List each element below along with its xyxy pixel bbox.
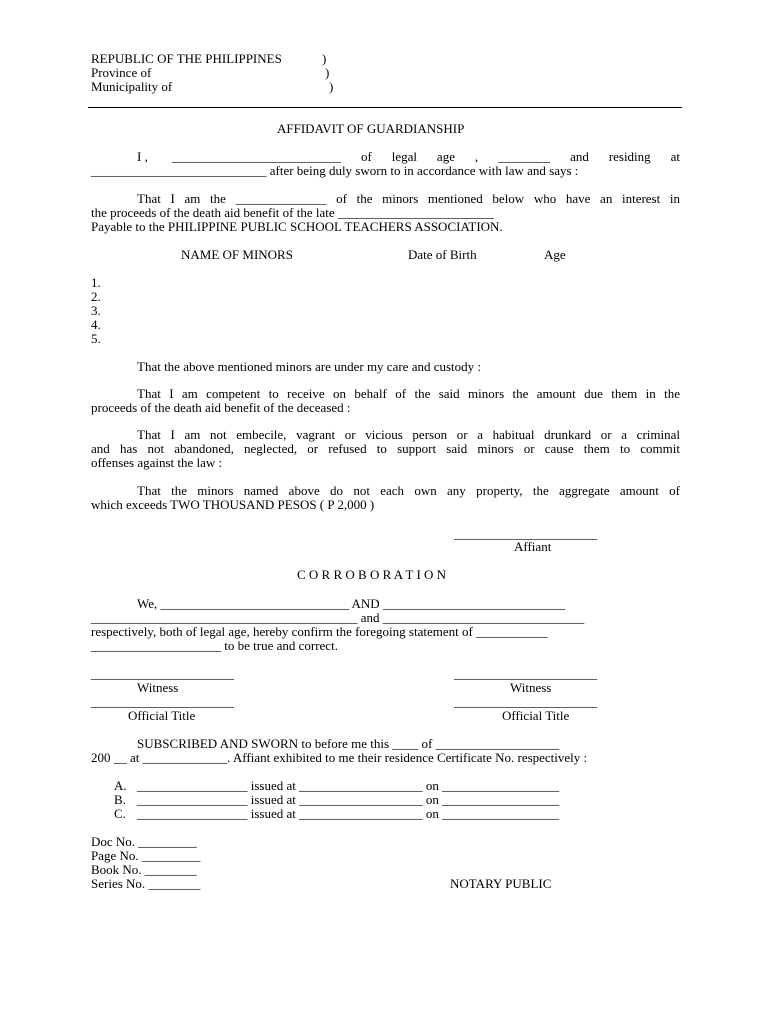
official-1-label: Official Title: [128, 708, 196, 723]
witness-2-label: Witness: [510, 680, 552, 695]
corroboration-line-3: respectively, both of legal age, hereby confirm the foregoing statement of ___________: [91, 624, 548, 639]
minor-row-4: 4.: [91, 317, 101, 332]
header-paren-2: ): [325, 65, 330, 80]
affiant-signature-line: ______________________: [454, 526, 597, 541]
intro-line-2: ___________________________ after being duly sworn to in accordance with law and says :: [91, 163, 579, 178]
subscribed-line-1: SUBSCRIBED AND SWORN to before me this ____ of ___________________: [137, 736, 560, 751]
official-2-label: Official Title: [502, 708, 570, 723]
header-paren-1: ): [322, 51, 327, 66]
p1-line-1: That I am the ______________ of the minors mentioned below who have an interest in: [137, 191, 680, 206]
affiant-label: Affiant: [514, 539, 552, 554]
minor-row-2: 2.: [91, 289, 101, 304]
header-republic: REPUBLIC OF THE PHILIPPINES: [91, 51, 282, 66]
witness-1-label: Witness: [137, 680, 179, 695]
series-number: Series No. ________: [91, 876, 201, 891]
col-header-dob: Date of Birth: [408, 247, 477, 262]
certificate-b-text: _________________ issued at ___________________ on __________________: [137, 792, 560, 807]
p3-line-1: That I am competent to receive on behalf of the said minors the amount due them in the: [137, 386, 680, 401]
doc-number: Doc No. _________: [91, 834, 197, 849]
certificate-a-letter: A.: [114, 778, 127, 793]
header-province: Province of: [91, 65, 152, 80]
p5-line-1: That the minors named above do not each own any property, the aggregate amount of: [137, 483, 680, 498]
corroboration-line-2: _________________________________________ and _______________________________: [91, 610, 585, 625]
p4-line-3: offenses against the law :: [91, 455, 223, 470]
certificate-a-text: _________________ issued at ___________________ on __________________: [137, 778, 560, 793]
p4-line-2: and has not abandoned, neglected, or refused to support said minors or cause them to commit: [91, 441, 680, 456]
p3-line-2: proceeds of the death aid benefit of the deceased :: [91, 400, 351, 415]
minor-row-3: 3.: [91, 303, 101, 318]
subscribed-line-2: 200 __ at _____________. Affiant exhibited to me their residence Certificate No. respectively :: [91, 750, 588, 765]
document-title: AFFIDAVIT OF GUARDIANSHIP: [277, 121, 465, 136]
minor-row-5: 5.: [91, 331, 101, 346]
notary-public-label: NOTARY PUBLIC: [450, 876, 552, 891]
p1-line-3: Payable to the PHILIPPINE PUBLIC SCHOOL TEACHERS ASSOCIATION.: [91, 219, 503, 234]
col-header-age: Age: [544, 247, 566, 262]
header-municipality: Municipality of: [91, 79, 173, 94]
header-paren-3: ): [329, 79, 334, 94]
p1-line-2: the proceeds of the death aid benefit of the late ________________________: [91, 205, 494, 220]
corroboration-line-1: We, _____________________________ AND ____________________________: [137, 596, 565, 611]
p4-line-1: That I am not embecile, vagrant or vicious person or a habitual drunkard or a criminal: [137, 427, 680, 442]
intro-line-1a: I ,: [137, 149, 148, 164]
intro-line-1b: __________________________ of legal age , ________ and residing at: [172, 149, 680, 164]
witness-1-line: ______________________: [91, 666, 234, 681]
corroboration-title: C O R R O B O R A T I O N: [297, 567, 447, 582]
page-number: Page No. _________: [91, 848, 201, 863]
corroboration-line-4: ____________________ to be true and correct.: [91, 638, 338, 653]
col-header-name: NAME OF MINORS: [181, 247, 293, 262]
certificate-c-text: _________________ issued at ___________________ on __________________: [137, 806, 560, 821]
p5-line-2: which exceeds TWO THOUSAND PESOS ( P 2,000 ): [91, 497, 375, 512]
official-1-line: ______________________: [91, 694, 234, 709]
official-2-line: ______________________: [454, 694, 597, 709]
p2-line: That the above mentioned minors are under my care and custody :: [137, 359, 482, 374]
book-number: Book No. ________: [91, 862, 197, 877]
certificate-c-letter: C.: [114, 806, 126, 821]
minor-row-1: 1.: [91, 275, 101, 290]
header-divider: [88, 107, 682, 108]
certificate-b-letter: B.: [114, 792, 126, 807]
witness-2-line: ______________________: [454, 666, 597, 681]
